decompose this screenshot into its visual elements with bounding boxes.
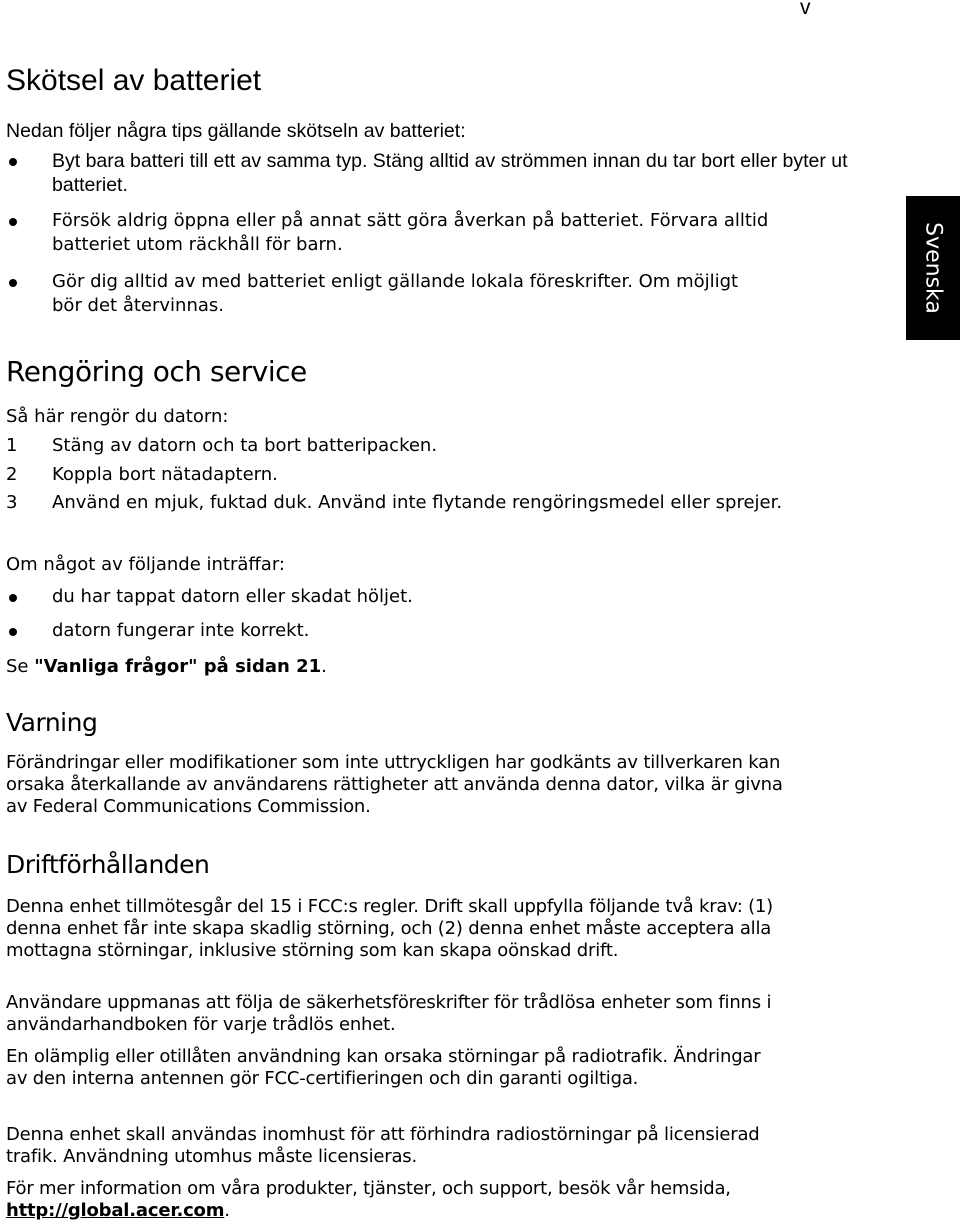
operating-paragraph-1: Denna enhet tillmötesgår del 15 i FCC:s regler. Drift skall uppfylla följande två krav: (1) denna enhet får inte skapa skadlig störning, och (2) denna enhet måste acceptera alla mottagna störningar, inklusive störning som kan skapa oönskad drift. [6, 896, 774, 961]
cleaning-bullet-1-text: du har tappat datorn eller skadat höljet. [52, 586, 413, 607]
cleaning-bullet-2-text: datorn fungerar inte korrekt. [52, 620, 310, 641]
warning-text: Förändringar eller modifikationer som inte uttryckligen har godkänts av tillverkaren kan orsaka återkallande av användarens rättigheter att använda denna dator, vilka är givna av Federal Communications Commission. [6, 752, 783, 817]
step-number: 3 [6, 492, 18, 513]
acer-website-link[interactable]: http://global.acer.com [6, 1200, 225, 1221]
battery-heading: Skötsel av batteriet [6, 64, 262, 97]
warning-heading: Varning [6, 708, 98, 737]
see-suffix: . [321, 656, 327, 677]
battery-intro: Nedan följer några tips gällande skötseln av batteriet: [6, 120, 466, 142]
battery-bullet-1-text: Byt bara batteri till ett av samma typ. Stäng alltid av strömmen innan du tar bort eller byter ut batteriet. [52, 150, 848, 196]
see-faq-line [6, 655, 901, 679]
bullet-icon [9, 279, 17, 287]
bullet-icon [9, 158, 17, 166]
page-number: v [800, 0, 811, 19]
operating-paragraph-2: Användare uppmanas att följa de säkerhetsföreskrifter för trådlösa enheter som finns i användarhandboken för varje trådlös enhet. [6, 992, 772, 1035]
cleaning-heading: Rengöring och service [6, 355, 307, 388]
language-tab [906, 196, 960, 340]
step-text: Koppla bort nätadaptern. [52, 464, 278, 485]
step-text: Använd en mjuk, fuktad duk. Använd inte flytande rengöringsmedel eller sprejer. [52, 492, 783, 513]
step-number: 1 [6, 435, 18, 456]
bullet-icon [9, 594, 17, 602]
cleaning-if-text: Om något av följande inträffar: [6, 554, 285, 575]
faq-link[interactable]: "Vanliga frågor" på sidan 21 [34, 656, 322, 677]
step-text: Stäng av datorn och ta bort batteripacken. [52, 435, 438, 456]
battery-bullet-2-text: Försök aldrig öppna eller på annat sätt göra åverkan på batteriet. Förvara alltid batteriet utom räckhåll för barn. [52, 210, 769, 255]
see-prefix: Se [6, 656, 35, 677]
language-tab-label: Svenska [920, 222, 946, 314]
operating-paragraph-5 [6, 1178, 766, 1222]
operating-paragraph-4: Denna enhet skall användas inomhust för att förhindra radiostörningar på licensierad trafik. Användning utomhus måste licensieras. [6, 1124, 760, 1167]
bullet-icon [9, 218, 17, 226]
operating-heading: Driftförhållanden [6, 850, 210, 879]
more-info-suffix: . [224, 1200, 230, 1221]
cleaning-intro: Så här rengör du datorn: [6, 406, 229, 427]
operating-paragraph-3: En olämplig eller otillåten användning kan orsaka störningar på radiotrafik. Ändringar av den interna antennen gör FCC-certifieringen och din garanti ogiltiga. [6, 1046, 761, 1089]
bullet-icon [9, 628, 17, 636]
step-number: 2 [6, 464, 18, 485]
more-info-text: För mer information om våra produkter, tjänster, och support, besök vår hemsida, [6, 1178, 731, 1199]
battery-bullet-3-text: Gör dig alltid av med batteriet enligt gällande lokala föreskrifter. Om möjligt bör det återvinnas. [52, 271, 739, 316]
